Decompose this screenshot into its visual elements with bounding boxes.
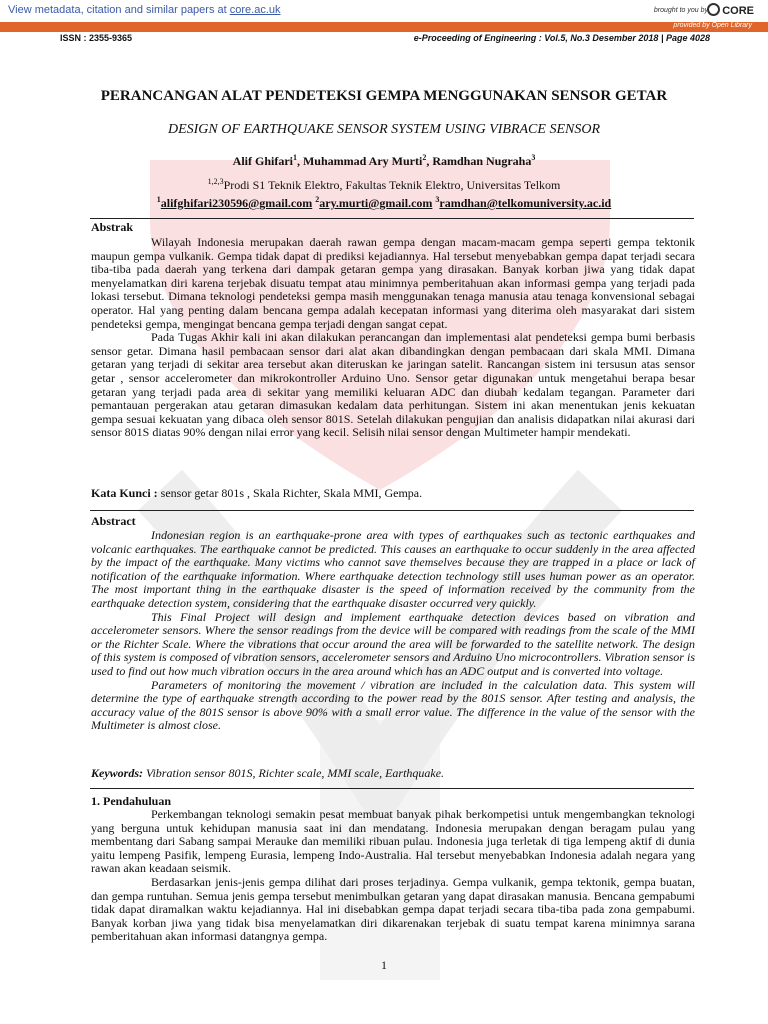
core-logo[interactable] (707, 3, 754, 17)
author-name: Muhammad Ary Murti (302, 154, 423, 168)
abstrak-paragraph: Wilayah Indonesia merupakan daerah rawan gempa dengan macam-macam gempa seperti gempa tektonik maupun gempa vulkanik. Gempa tidak dapat di prediksi kejadiannya. Hal tersebut menyebabkan gempa dapat terjadi secara tiba-tiba pada daerah yang terkena dari dampak getaran gempa yang dirasakan. Banyak korban jiwa yang tidak dapat menyelamatkan diri karena terjebak disuatu tempat atau minimnya pemberitahuan akan informasi gempa yang terjadi pada lokasi tersebut. Dimana teknologi pendeteksi gempa masih menggunakan tenaga manusia atau tenaga konvensional sebagai operator. Hal yang penting dalam bencana gempa adalah kecepatan informasi yang diterima oleh masyarakat dari sistem pendeteksi gempa, mengingat bencana gempa terjadi dengan sangat cepat. (91, 235, 695, 331)
abstrak-paragraph: Pada Tugas Akhir kali ini akan dilakukan perancangan dan implementasi alat pendeteksi gempa bumi berbasis sensor getar. Dimana hasil pembacaan sensor dari alat akan dibandingkan dengan pembacaan dari skala MMI. Dimana getaran yang terjadi di sekitar area tersebut akan diteruskan ke jaringan satelit. Rancangan sistem ini tersusun atas sensor getar , sensor accelerometer dan mikrokontroller Arduino Uno. Sensor getar digunakan untuk mengetahui berapa besar getaran yang terjadi pada area di sekitar yang memiliki keluaran ADC dan diubah kedalam tegangan. Parameter dari pemantauan pergerakan atau getaran dimasukan kedalam data perhitungan. Sistem ini akan menentukan jenis kekuatan gempa sesuai kekuatan yang dibaca oleh sensor 801S. Setelah dilakukan pengujian dan analisis didapatkan nilai akurasi dari sensor 801S diatas 90% dengan nilai error yang kecil. Selisih nilai sensor dengan Multimeter hampir mendekati. (91, 330, 695, 440)
author-list: Alif Ghifari$^1$, Muhammad Ary Murti$^2$, Ramdhan Nugraha$^3$ (232, 153, 536, 168)
abstract-heading: Abstract (91, 514, 136, 528)
email-sup: 3 (435, 195, 440, 204)
keywords (91, 766, 695, 781)
provider-bar (0, 22, 768, 32)
issn-label: ISSN : 2355-9365 (60, 33, 133, 43)
intro-paragraph: Berdasarkan jenis-jenis gempa dilihat dari proses terjadinya. Gempa vulkanik, gempa tektonik, gempa buatan, dan gempa runtuhan. Semua jenis gempa tersebut menimbulkan getaran yang dapat dirasakan manusia. Bencana gempabumi tidak dapat diramalkan waktu kejadiannya. Hal ini disebabkan gempa dapat terjadi secara tiba-tiba pada zona gempabumi. Banyak korban jiwa yang tidak bisa menyelamatkan diri dikarenakan terjebak di suatu tempat karena minimnya sarana pemberitahuan akan informasi datangnya gempa. (91, 874, 695, 944)
provided-by-label: provided by Open Library (673, 22, 752, 29)
journal-info: e-Proceeding of Engineering : Vol.5, No.3 Desember 2018 | Page 4028 (413, 33, 710, 43)
core-logo-text: CORE (722, 5, 754, 17)
author-name: Ramdhan Nugraha (432, 154, 532, 168)
email-sup: 2 (315, 195, 320, 204)
abstrak-body (91, 236, 695, 440)
keywords-text: Vibration sensor 801S, Richter scale, MMI scale, Earthquake. (143, 766, 445, 780)
author-name: Alif Ghifari (232, 154, 293, 168)
kata-kunci (91, 486, 695, 501)
author-sup: 2 (422, 153, 427, 162)
email-link[interactable]: ary.murti@gmail.com (319, 196, 433, 210)
paper-subtitle: DESIGN OF EARTHQUAKE SENSOR SYSTEM USING VIBRACE SENSOR (167, 122, 601, 137)
intro-paragraph: Perkembangan teknologi semakin pesat membuat banyak pihak berkompetisi untuk mengembangkan teknologi yang berguna untuk kehidupan manusia saat ini dan mendatang. Indonesia merupakan dengan beragam pulau yang membentang dari Sabang sampai Merauke dan memiliki ribuan pulau. Indonesia juga terletak di tiga lempeng aktif di dunia yaitu lempeng Pasifik, lempeng Eurasia, lempeng Indo-Australia. Hal tersebut menyebabkan Indonesia adalah negara yang rawan akan keadaan seismik. (91, 807, 695, 876)
affiliation-text: Prodi S1 Teknik Elektro, Fakultas Teknik Elektro, Universitas Telkom (223, 178, 561, 192)
abstrak-heading: Abstrak (91, 220, 134, 234)
keywords-label: Keywords: (91, 766, 143, 780)
abstract-paragraph: Parameters of monitoring the movement / vibration are included in the calculation data. This system will determine the type of earthquake strength according to the power read by the 801S sensor. After testing and analysis, the accuracy value of the 801S sensor is above 90% with a small error value. The difference in the value of the sensor with the Multimeter is almost close. (91, 677, 695, 733)
divider (90, 788, 694, 789)
divider (90, 510, 694, 511)
author-sup: 3 (531, 153, 536, 162)
email-sup: 1 (156, 195, 161, 204)
email-list (0, 195, 768, 211)
divider (90, 218, 694, 219)
brought-to-you-label: brought to you by (653, 7, 708, 14)
intro-body (91, 808, 695, 944)
email-link[interactable]: alifghifari230596@gmail.com (160, 196, 313, 210)
core-banner (0, 0, 768, 23)
core-site-link[interactable]: core.ac.uk (229, 4, 281, 16)
author-sup: 1 (292, 153, 297, 162)
kata-kunci-label: Kata Kunci : (91, 486, 158, 500)
affiliation (0, 177, 768, 193)
core-metadata-link[interactable]: View metadata, citation and similar papers at core.ac.uk (8, 4, 281, 16)
paper-title: PERANCANGAN ALAT PENDETEKSI GEMPA MENGGUNAKAN SENSOR GETAR (100, 88, 668, 104)
affiliation-sup: 1,2,3 (207, 177, 224, 186)
abstract-paragraph: Indonesian region is an earthquake-prone area with types of earthquakes such as tectonic earthquakes and volcanic earthquakes. The earthquake cannot be predicted. This causes an earthquake to occur suddenly in the area affected by the impact of the earthquake. Many victims who cannot save themselves because they are trapped in a place or lack of notification of the earthquake information. Where earthquake detection technology still uses human power as an operator. The most important thing in the earthquake disaster is the speed of information received by the community from the earthquake detection system, considering that the earthquake disaster occurred very quickly. (91, 528, 695, 610)
abstract-paragraph: This Final Project will design and implement earthquake detection devices based on vibration and accelerometer sensors. Where the sensor readings from the device will be compared with readings from the scale of the MMI or the Richter Scale. Where the vibrations that occur around the area will be forwarded to the satellite network. The design of this system is composed of vibration sensors, accelerometer sensors and Arduino Uno microcontrollers. Vibration sensor is used to find out how much vibration occurs in the area around which has an ADC output and is converted into voltage. (91, 609, 695, 678)
section-heading: 1. Pendahuluan (91, 794, 172, 808)
core-ring-icon (707, 3, 720, 16)
abstract-body (91, 529, 695, 733)
email-link[interactable]: ramdhan@telkomuniversity.ac.id (439, 196, 612, 210)
kata-kunci-text: sensor getar 801s , Skala Richter, Skala MMI, Gempa. (157, 486, 423, 500)
page-number: 1 (381, 958, 387, 972)
